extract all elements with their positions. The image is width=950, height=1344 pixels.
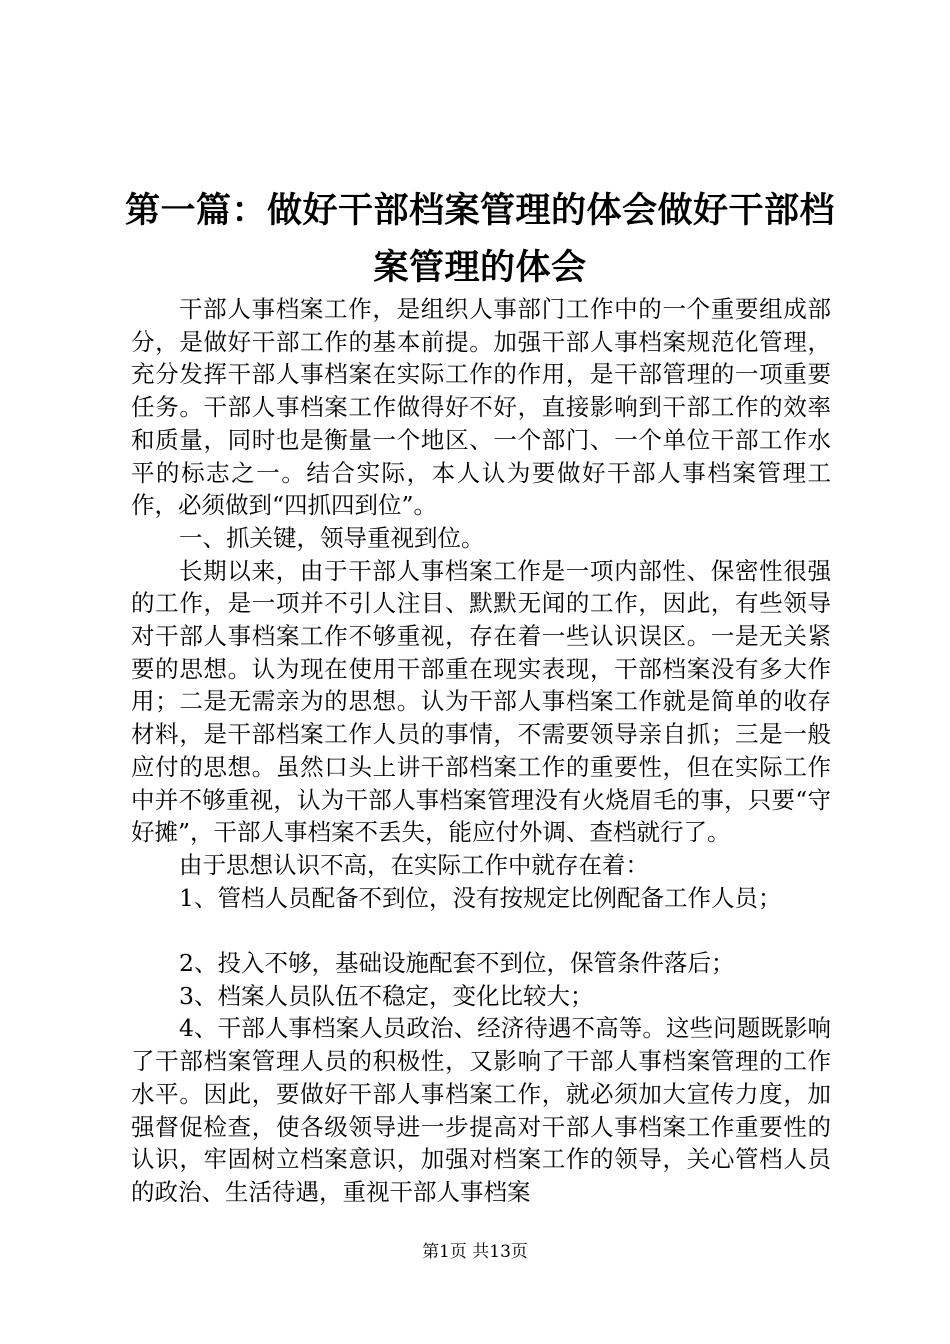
section-heading-1: 一、抓关键，领导重视到位。	[179, 523, 485, 552]
paragraph-problems-lead: 由于思想认识不高，在实际工作中就存在着：	[179, 850, 649, 879]
list-item-1: 1、管档人员配备不到位，没有按规定比例配备工作人员；	[179, 883, 782, 912]
list-item-3: 3、档案人员队伍不稳定，变化比较大；	[179, 981, 594, 1010]
list-item-2: 2、投入不够，基础设施配套不到位，保管条件落后；	[179, 949, 735, 978]
paragraph-intro: 干部人事档案工作，是组织人事部门工作中的一个重要组成部分，是做好干部工作的基本前提。加强干部人事档案规范化管理，充分发挥干部人事档案在实际工作的作用，是干部管理的一项重要任务。干部人事档案工作做得好不好，直接影响到干部工作的效率和质量，同时也是衡量一个地区、一个部门、一个单位干部工作水平的标志之一。结合实际，本人认为要做好干部人事档案管理工作，必须做到“四抓四到位”。	[131, 295, 831, 520]
document-title: 第一篇：做好干部档案管理的体会做好干部档案管理的体会	[124, 191, 835, 288]
paragraph-section-1: 长期以来，由于干部人事档案工作是一项内部性、保密性很强的工作，是一项并不引人注目、默默无闻的工作，因此，有些领导对干部人事档案工作不够重视，存在着一些认识误区。一是无关紧要的思想。认为现在使用干部重在现实表现，干部档案没有多大作用；二是无需亲为的思想。认为干部人事档案工作就是简单的收存材料，是干部档案工作人员的事情，不需要领导亲自抓；三是一般应付的思想。虽然口头上讲干部档案工作的重要性，但在实际工作中并不够重视，认为干部人事档案管理没有火烧眉毛的事，只要“守好摊”，干部人事档案不丢失，能应付外调、查档就行了。	[131, 556, 831, 847]
page-footer: 第1页 共13页	[422, 1242, 528, 1262]
list-item-4: 4、干部人事档案人员政治、经济待遇不高等。这些问题既影响了干部档案管理人员的积极性，又影响了干部人事档案管理的工作水平。因此，要做好干部人事档案工作，就必须加大宣传力度，加强督促检查，使各级领导进一步提高对干部人事档案工作重要性的认识，牢固树立档案意识，加强对档案工作的领导，关心管档人员的政治、生活待遇，重视干部人事档案	[131, 1014, 831, 1206]
document-body	[131, 293, 831, 1209]
